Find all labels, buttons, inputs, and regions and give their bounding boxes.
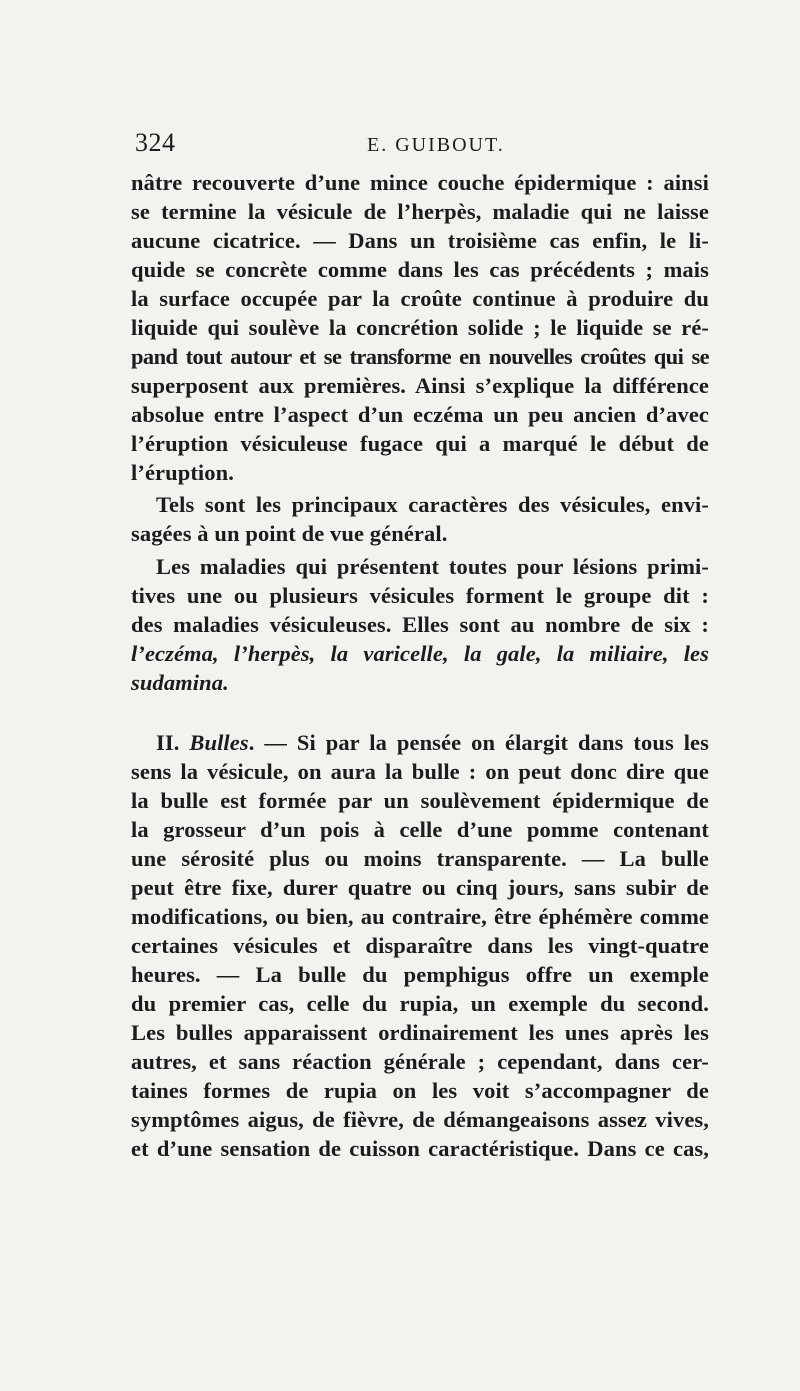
running-head: E. GUIBOUT. xyxy=(367,134,505,156)
text-line: et d’une sensation de cuisson caractéristique. Dans ce cas, xyxy=(131,1136,709,1161)
text-line: pand tout autour et se transforme en nouvelles croûtes qui se xyxy=(131,344,709,369)
text-line: Les bulles apparaissent ordinairement les unes après les xyxy=(131,1020,709,1045)
text-line: modifications, ou bien, au contraire, être éphémère comme xyxy=(131,904,709,929)
text-line: la surface occupée par la croûte continue à produire du xyxy=(131,286,709,311)
text-line: la grosseur d’un pois à celle d’une pomme contenant xyxy=(131,817,709,842)
text-line: se termine la vésicule de l’herpès, maladie qui ne laisse xyxy=(131,199,709,224)
text-line: sens la vésicule, on aura la bulle : on peut donc dire que xyxy=(131,759,709,784)
text-line: des maladies vésiculeuses. Elles sont au nombre de six : xyxy=(131,612,709,637)
text-line: l’éruption. xyxy=(131,460,234,485)
text-line-italic: sudamina. xyxy=(131,670,229,695)
text-line: taines formes de rupia on les voit s’accompagner de xyxy=(131,1078,709,1103)
text-line: Tels sont les principaux caractères des vésicules, envi- xyxy=(156,492,709,517)
text-line: Les maladies qui présentent toutes pour lésions primi- xyxy=(156,554,709,579)
text-line: autres, et sans réaction générale ; cependant, dans cer- xyxy=(131,1049,709,1074)
text-line: aucune cicatrice. — Dans un troisième cas enfin, le li- xyxy=(131,228,709,253)
text-line: certaines vésicules et disparaître dans les vingt-quatre xyxy=(131,933,709,958)
text-line: symptômes aigus, de fièvre, de démangeaisons assez vives, xyxy=(131,1107,709,1132)
section-number: II. xyxy=(156,730,190,755)
section-heading-line xyxy=(156,728,709,757)
text-line: une sérosité plus ou moins transparente. — La bulle xyxy=(131,846,709,871)
text-line-italic: l’eczéma, l’herpès, la varicelle, la gale, la miliaire, les xyxy=(131,641,709,666)
section-title: Bulles xyxy=(189,730,249,755)
text-line: superposent aux premières. Ainsi s’explique la différence xyxy=(131,373,709,398)
text-line: tives une ou plusieurs vésicules forment le groupe dit : xyxy=(131,583,709,608)
text-line: peut être fixe, durer quatre ou cinq jours, sans subir de xyxy=(131,875,709,900)
text-line: quide se concrète comme dans les cas précédents ; mais xyxy=(131,257,709,282)
text-line: nâtre recouverte d’une mince couche épidermique : ainsi xyxy=(131,170,709,195)
page-header xyxy=(135,128,710,160)
text-line: la bulle est formée par un soulèvement épidermique de xyxy=(131,788,709,813)
text-line: du premier cas, celle du rupia, un exemple du second. xyxy=(131,991,709,1016)
text-line: absolue entre l’aspect d’un eczéma un peu ancien d’avec xyxy=(131,402,709,427)
text-line: sagées à un point de vue général. xyxy=(131,521,448,546)
page-number: 324 xyxy=(135,128,176,157)
text-line: l’éruption vésiculeuse fugace qui a marqué le début de xyxy=(131,431,709,456)
text-line: liquide qui soulève la concrétion solide ; le liquide se ré- xyxy=(131,315,709,340)
text-line: heures. — La bulle du pemphigus offre un exemple xyxy=(131,962,709,987)
section-text: . — Si par la pensée on élargit dans tous les xyxy=(248,730,709,755)
